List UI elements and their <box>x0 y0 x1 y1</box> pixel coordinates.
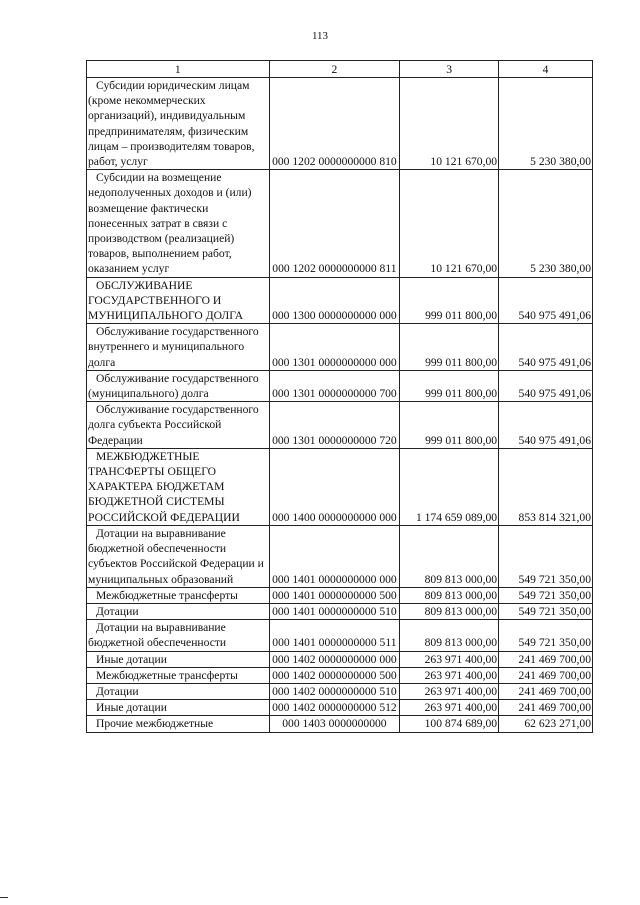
row-code: 000 1401 0000000000 000 <box>269 525 400 587</box>
row-code: 000 1402 0000000000 500 <box>269 667 400 683</box>
margin-mark <box>0 897 8 898</box>
row-name: Обслуживание государственного долга субъекта Российской Федерации <box>87 402 270 449</box>
row-value-col4: 241 469 700,00 <box>499 667 593 683</box>
row-name: Дотации <box>87 683 270 699</box>
row-value-col4: 540 975 491,06 <box>499 324 593 371</box>
row-name: Обслуживание государственного (муниципального) долга <box>87 370 270 401</box>
column-header-4: 4 <box>499 61 593 78</box>
row-name: Межбюджетные трансферты <box>87 667 270 683</box>
row-value-col4: 549 721 350,00 <box>499 603 593 619</box>
row-code: 000 1400 0000000000 000 <box>269 448 400 525</box>
row-code: 000 1301 0000000000 000 <box>269 324 400 371</box>
table-row <box>87 587 593 603</box>
row-value-col3: 263 971 400,00 <box>400 667 499 683</box>
row-value-col4: 540 975 491,06 <box>499 277 593 324</box>
row-value-col4: 241 469 700,00 <box>499 683 593 699</box>
row-value-col4: 540 975 491,06 <box>499 370 593 401</box>
row-name: Обслуживание государственного внутреннего и муниципального долга <box>87 324 270 371</box>
row-value-col3: 263 971 400,00 <box>400 700 499 716</box>
row-value-col3: 999 011 800,00 <box>400 277 499 324</box>
row-value-col4: 549 721 350,00 <box>499 620 593 651</box>
row-value-col3: 999 011 800,00 <box>400 402 499 449</box>
row-name: Межбюджетные трансферты <box>87 587 270 603</box>
row-value-col4: 62 623 271,00 <box>499 716 593 732</box>
row-value-col3: 100 874 689,00 <box>400 716 499 732</box>
table-row <box>87 651 593 667</box>
table-row <box>87 448 593 525</box>
table-row <box>87 277 593 324</box>
row-name: Дотации на выравнивание бюджетной обеспеченности <box>87 620 270 651</box>
table-row <box>87 78 593 170</box>
column-header-1: 1 <box>87 61 270 78</box>
column-header-2: 2 <box>269 61 400 78</box>
row-value-col3: 263 971 400,00 <box>400 683 499 699</box>
row-value-col4: 5 230 380,00 <box>499 78 593 170</box>
row-name: Дотации <box>87 603 270 619</box>
table-row <box>87 700 593 716</box>
row-name: Иные дотации <box>87 700 270 716</box>
table-row <box>87 525 593 587</box>
budget-table <box>86 60 593 733</box>
row-value-col3: 809 813 000,00 <box>400 525 499 587</box>
row-code: 000 1300 0000000000 000 <box>269 277 400 324</box>
row-value-col4: 549 721 350,00 <box>499 587 593 603</box>
row-value-col3: 999 011 800,00 <box>400 370 499 401</box>
row-value-col3: 999 011 800,00 <box>400 324 499 371</box>
row-value-col4: 241 469 700,00 <box>499 700 593 716</box>
table-row <box>87 683 593 699</box>
table-row <box>87 603 593 619</box>
row-name: Субсидии юридическим лицам (кроме некоммерческих организаций), индивидуальным предпринимателям, физическим лицам – производителям товаров, работ, услуг <box>87 78 270 170</box>
row-value-col4: 5 230 380,00 <box>499 170 593 277</box>
row-value-col4: 241 469 700,00 <box>499 651 593 667</box>
row-name: Субсидии на возмещение недополученных доходов и (или) возмещение фактически понесенных затрат в связи с производством (реализацией) товаров, выполнением работ, оказанием услуг <box>87 170 270 277</box>
row-code: 000 1402 0000000000 512 <box>269 700 400 716</box>
row-code: 000 1402 0000000000 000 <box>269 651 400 667</box>
row-code: 000 1401 0000000000 500 <box>269 587 400 603</box>
row-value-col4: 853 814 321,00 <box>499 448 593 525</box>
row-name: Иные дотации <box>87 651 270 667</box>
table-row <box>87 667 593 683</box>
row-code: 000 1403 0000000000 <box>269 716 400 732</box>
header-row <box>87 61 593 78</box>
row-code: 000 1301 0000000000 720 <box>269 402 400 449</box>
row-value-col3: 10 121 670,00 <box>400 78 499 170</box>
row-value-col3: 809 813 000,00 <box>400 587 499 603</box>
page-number: 113 <box>311 30 329 42</box>
row-code: 000 1401 0000000000 510 <box>269 603 400 619</box>
table-row <box>87 620 593 651</box>
row-value-col3: 809 813 000,00 <box>400 620 499 651</box>
row-value-col3: 809 813 000,00 <box>400 603 499 619</box>
column-header-3: 3 <box>400 61 499 78</box>
row-name: МЕЖБЮДЖЕТНЫЕ ТРАНСФЕРТЫ ОБЩЕГО ХАРАКТЕРА БЮДЖЕТАМ БЮДЖЕТНОЙ СИСТЕМЫ РОССИЙСКОЙ ФЕДЕРАЦИИ <box>87 448 270 525</box>
row-code: 000 1301 0000000000 700 <box>269 370 400 401</box>
row-code: 000 1202 0000000000 810 <box>269 78 400 170</box>
row-value-col4: 549 721 350,00 <box>499 525 593 587</box>
row-name: Прочие межбюджетные <box>87 716 270 732</box>
table-row <box>87 402 593 449</box>
table-row <box>87 716 593 732</box>
row-name: ОБСЛУЖИВАНИЕ ГОСУДАРСТВЕННОГО И МУНИЦИПАЛЬНОГО ДОЛГА <box>87 277 270 324</box>
row-code: 000 1401 0000000000 511 <box>269 620 400 651</box>
row-code: 000 1202 0000000000 811 <box>269 170 400 277</box>
row-value-col3: 263 971 400,00 <box>400 651 499 667</box>
table-row <box>87 370 593 401</box>
row-value-col4: 540 975 491,06 <box>499 402 593 449</box>
row-value-col3: 10 121 670,00 <box>400 170 499 277</box>
table-row <box>87 324 593 371</box>
row-name: Дотации на выравнивание бюджетной обеспеченности субъектов Российской Федерации и муниципальных образований <box>87 525 270 587</box>
table-row <box>87 170 593 277</box>
row-code: 000 1402 0000000000 510 <box>269 683 400 699</box>
row-value-col3: 1 174 659 089,00 <box>400 448 499 525</box>
